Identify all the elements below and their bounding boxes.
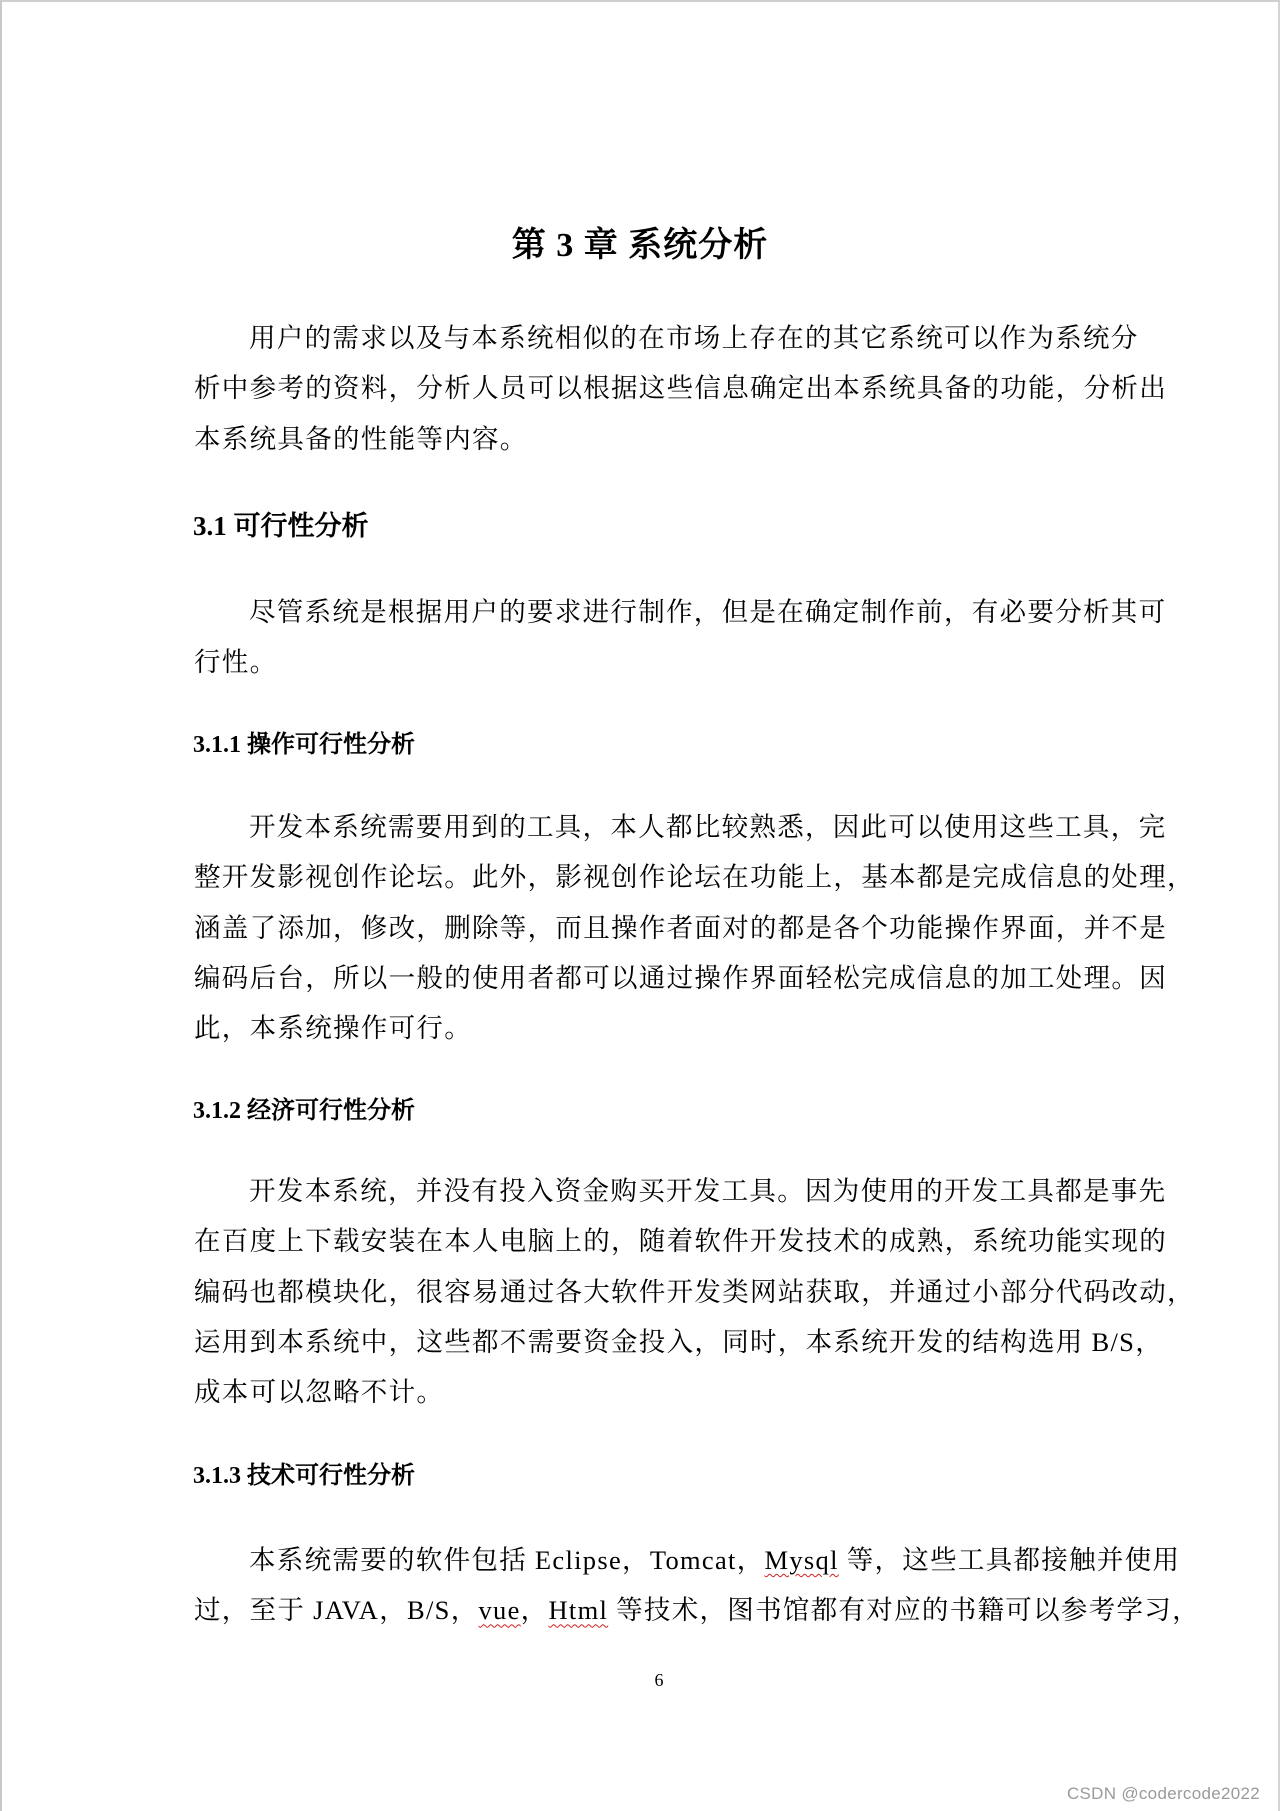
section-heading-3-1: 3.1 可行性分析 (193, 511, 369, 541)
section-heading-3-1-3: 3.1.3 技术可行性分析 (193, 1463, 415, 1489)
text-line: 编码也都模块化，很容易通过各大软件开发类网站获取，并通过小部分代码改动， (194, 1276, 1195, 1307)
text-line: 编码后台，所以一般的使用者都可以通过操作界面轻松完成信息的加工处理。因 (194, 962, 1167, 993)
text-line: 用户的需求以及与本系统相似的在市场上存在的其它系统可以作为系统分 (249, 323, 1139, 353)
page-number: 6 (654, 1670, 664, 1690)
text-line: 涵盖了添加，修改，删除等，而且操作者面对的都是各个功能操作界面，并不是 (194, 912, 1167, 943)
spellcheck-flagged-word: Html (548, 1595, 609, 1626)
section-heading-3-1-2: 3.1.2 经济可行性分析 (193, 1098, 415, 1124)
section-3-1-1-paragraph (194, 802, 1195, 1053)
section-3-1-paragraph (194, 587, 1167, 688)
section-heading-3-1-1: 3.1.1 操作可行性分析 (193, 732, 415, 758)
text-line: 本系统需要的软件包括 Eclipse，Tomcat，Mysql 等，这些工具都接触并使用 (249, 1545, 1181, 1575)
section-3-1-2-paragraph (194, 1166, 1195, 1417)
text-line: 运用到本系统中，这些都不需要资金投入，同时，本系统开发的结构选用 B/S， (194, 1326, 1163, 1357)
text-line: 开发本系统需要用到的工具，本人都比较熟悉，因此可以使用这些工具，完 (249, 812, 1167, 842)
text-line: 成本可以忽略不计。 (194, 1377, 445, 1408)
intro-paragraph (194, 313, 1167, 464)
csdn-watermark: CSDN @codercode2022 (1066, 1784, 1260, 1803)
text-line: 在百度上下载安装在本人电脑上的，随着软件开发技术的成熟，系统功能实现的 (194, 1226, 1167, 1257)
text-line: 本系统具备的性能等内容。 (194, 423, 528, 454)
text-line: 过，至于 JAVA，B/S，vue，Html 等技术，图书馆都有对应的书籍可以参考学习， (194, 1595, 1200, 1626)
text-line: 尽管系统是根据用户的要求进行制作，但是在确定制作前，有必要分析其可 (249, 597, 1167, 627)
spellcheck-flagged-word: Mysql (764, 1545, 839, 1575)
text-line: 析中参考的资料，分析人员可以根据这些信息确定出本系统具备的功能，分析出 (194, 373, 1167, 404)
section-3-1-3-paragraph (194, 1535, 1200, 1636)
text-line: 整开发影视创作论坛。此外，影视创作论坛在功能上，基本都是完成信息的处理， (194, 862, 1195, 893)
text-line: 此，本系统操作可行。 (194, 1013, 472, 1044)
text-line: 行性。 (194, 647, 278, 678)
text-line: 开发本系统，并没有投入资金购买开发工具。因为使用的开发工具都是事先 (249, 1176, 1167, 1206)
spellcheck-flagged-word: vue (478, 1595, 521, 1626)
chapter-title: 第 3 章 系统分析 (511, 227, 769, 264)
